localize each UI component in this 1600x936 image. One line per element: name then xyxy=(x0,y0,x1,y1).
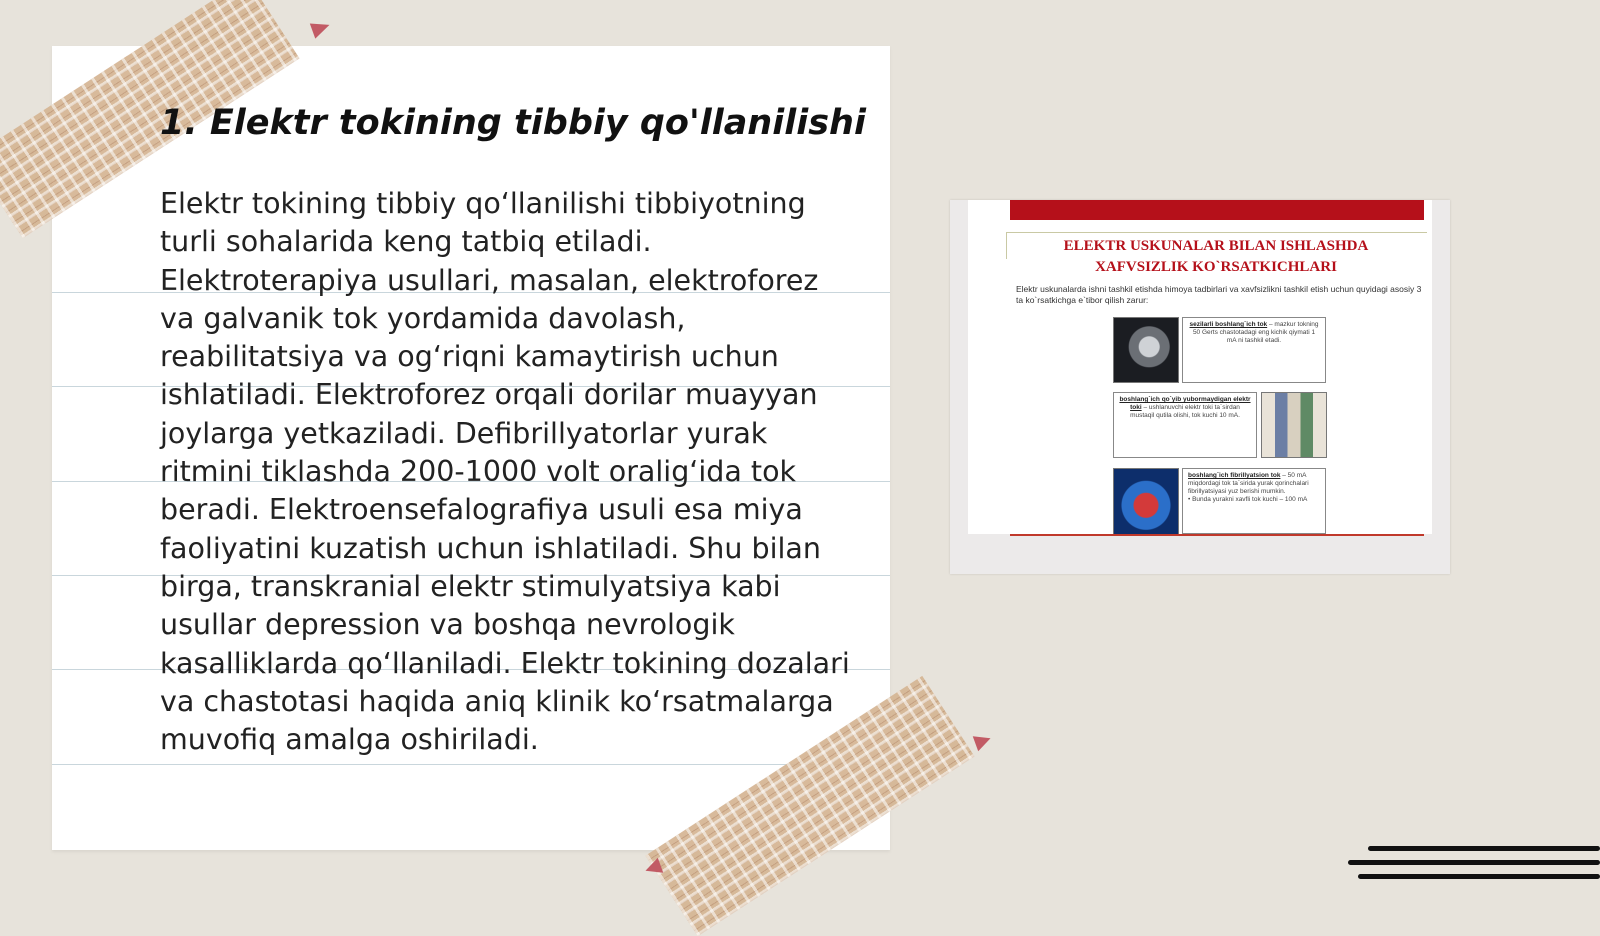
card-heading: boshlang`ich fibrillyatsion tok xyxy=(1188,472,1281,479)
card-bullet: • Bunda yurakni xavfli tok kuchi – 100 mA xyxy=(1188,496,1308,503)
thumbnail-card-1 xyxy=(1182,317,1326,383)
thumbnail-card-3 xyxy=(1182,468,1326,534)
workers-illustration xyxy=(1261,392,1327,458)
tape-tip-decoration xyxy=(310,17,332,38)
embedded-slide-image xyxy=(950,200,1450,574)
slide-body-text: Elektr tokining tibbiy qo‘llanilishi tibbiyotning turli sohalarida keng tatbiq etiladi. Elektroterapiya usullari, masalan, elektroforez va galvanik tok yordamida davolash, reabilitatsiya va og‘riqni kamaytirish uchun ishlatiladi. Elektroforez orqali dorilar muayyan joylarga yetkaziladi. Defibrillyatorlar yurak ritmini tiklashda 200-1000 volt oralig‘ida tok beradi. Elektroensefalografiya usuli esa miya faoliyatini kuzatish uchun ishlatiladi. Shu bilan birga, transkranial elektr stimulyatsiya kabi usullar depression va boshqa nevrologik kasalliklarda qo‘llaniladi. Elektr tokining dozalari va chastotasi haqida aniq klinik ko‘rsatmalarga muvofiq amalga oshiriladi. xyxy=(160,187,850,757)
card-text: – mazkur tokning 50 Gerts chastotadagi eng kichik qiymati 1 mA ni tashkil etadi. xyxy=(1192,321,1319,344)
paper-rule-line xyxy=(52,764,890,765)
slide-title: 1. Elektr tokining tibbiy qo'llanilishi xyxy=(160,103,866,143)
card-text: – ushlanuvchi elektr toki ta`sirdan mustaqil qutila olishi, tok kuchi 10 mA. xyxy=(1130,404,1240,419)
heart-anatomy-image xyxy=(1113,468,1179,536)
card-heading: sezilarli boshlang`ich tok xyxy=(1189,321,1268,328)
thumbnail-page xyxy=(968,200,1432,534)
tape-tip-decoration xyxy=(973,731,994,752)
card-text: – 50 mA miqdordagi tok ta`sirida yurak qorinchalari fibrillyatsiyasi yuz berishi mumkin. xyxy=(1188,472,1309,495)
thumbnail-title: ELEKTR USKUNALAR BILAN ISHLASHDA XAFVSIZLIK KO`RSATKICHLARI xyxy=(1063,238,1369,275)
electric-plug-photo xyxy=(1113,317,1179,383)
thumbnail-card-2 xyxy=(1113,392,1257,458)
card-heading: boshlang`ich qo`yib yubormaydigan elektr toki xyxy=(1119,396,1251,411)
thumbnail-red-banner xyxy=(1010,200,1424,220)
thumbnail-bottom-line xyxy=(1010,534,1424,536)
thumbnail-subtitle: Elektr uskunalarda ishni tashkil etishda himoya tadbirlari va xavfsizlikni tashkil etish uchun quyidagi asosiy 3 ta ko`rsatkichga e`tibor qilish zarur: xyxy=(1016,284,1422,305)
brush-strokes-decoration xyxy=(1348,846,1600,888)
